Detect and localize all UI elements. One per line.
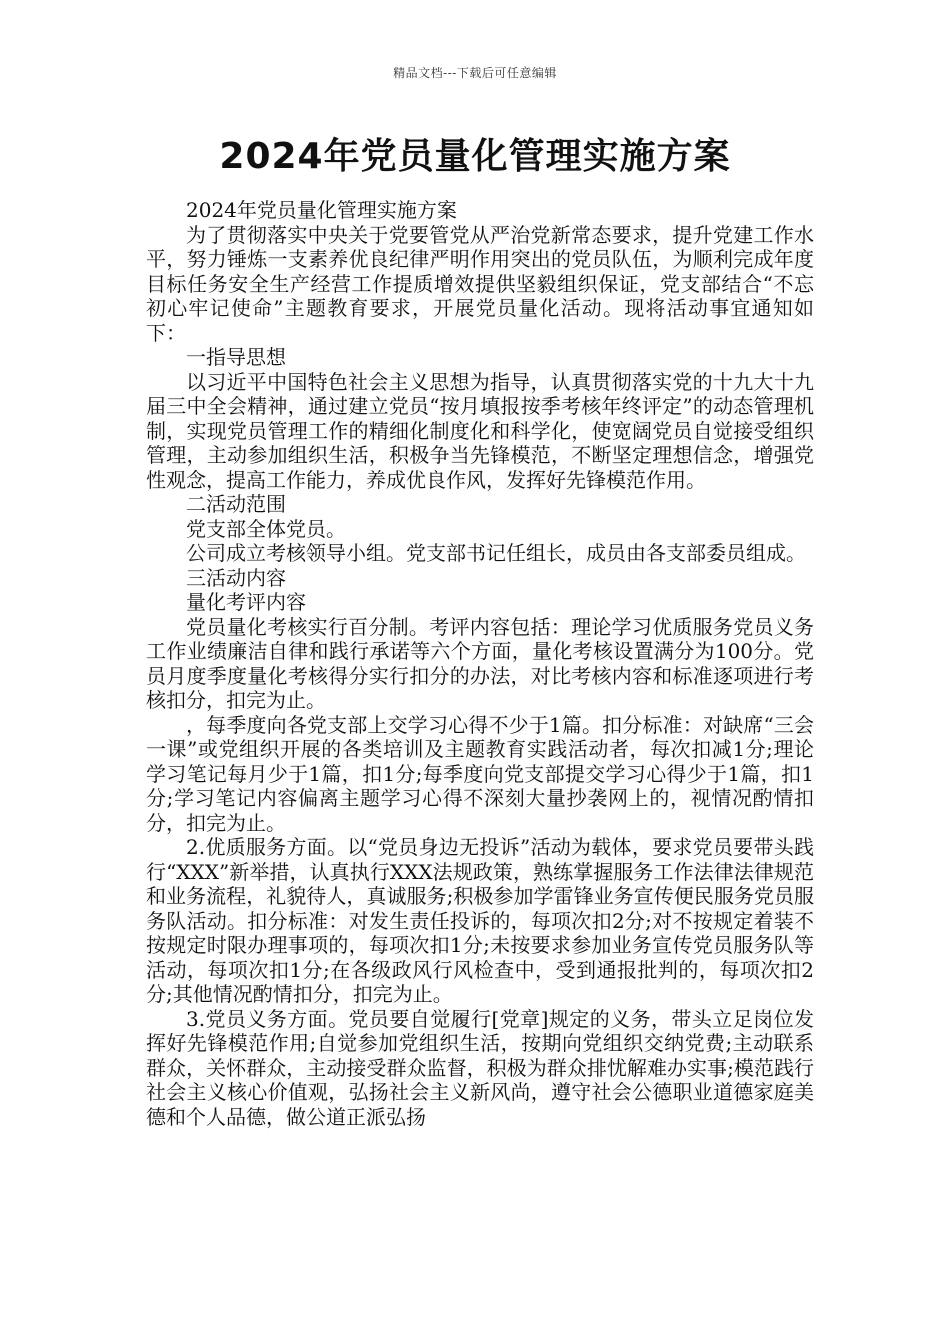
section-heading: 二活动范围 bbox=[186, 492, 286, 516]
header-note: 精品文档---下载后可任意编辑 bbox=[393, 66, 557, 80]
subsection-heading: 量化考评内容 bbox=[186, 590, 306, 614]
document-title: 2024年党员量化管理实施方案 bbox=[219, 136, 731, 177]
body-paragraph: 公司成立考核领导小组。党支部书记任组长，成员由各支部委员组成。 bbox=[186, 541, 806, 565]
body-paragraph: 为了贯彻落实中央关于党要管党从严治党新常态要求，提升党建工作水平，努力锤炼一支素养优良纪律严明作用突出的党员队伍，为顺利完成年度目标任务安全生产经营工作提质增效提供坚毅组织保证，党支部结合“不忘初心牢记使命”主题教育要求，开展党员量化活动。现将活动事宜通知如下： bbox=[146, 222, 814, 345]
section-heading: 三活动内容 bbox=[186, 565, 286, 590]
section-heading: 一指导思想 bbox=[186, 345, 286, 369]
body-paragraph: 3.党员义务方面。党员要自觉履行[党章]规定的义务，带头立足岗位发挥好先锋模范作用;自觉参加党组织生活，按期向党组织交纳党费;主动联系群众，关怀群众，主动接受群众监督，积极为群众排忧解难办实事;模范践行社会主义核心价值观，弘扬社会主义新风尚，遵守社会公德职业道德家庭美德和个人品德，做公道正派弘扬 bbox=[146, 1006, 814, 1129]
body-paragraph: 以习近平中国特色社会主义思想为指导，认真贯彻落实党的十九大十九届三中全会精神，通过建立党员“按月填报按季考核年终评定”的动态管理机制，实现党员管理工作的精细化制度化和科学化，使宽阔党员自觉接受组织管理，主动参加组织生活，积极争当先锋模范，不断坚定理想信念，增强党性观念，提高工作能力，养成优良作风，发挥好先锋模范作用。 bbox=[146, 369, 814, 492]
document-body bbox=[146, 198, 814, 1129]
body-paragraph: 党支部全体党员。 bbox=[186, 516, 346, 541]
body-paragraph: 2024年党员量化管理实施方案 bbox=[186, 198, 457, 222]
body-paragraph: ，每季度向各党支部上交学习心得不少于1篇。扣分标准：对缺席“三会一课”或党组织开展的各类培训及主题教育实践活动者，每次扣减1分;理论学习笔记每月少于1篇，扣1分;每季度向党支部提交学习心得少于1篇，扣1分;学习笔记内容偏离主题学习心得不深刻大量抄袭网上的，视情况酌情扣分，扣完为止。 bbox=[146, 712, 814, 835]
body-paragraph: 2.优质服务方面。以“党员身边无投诉”活动为载体，要求党员要带头践行“XXX”新举措，认真执行XXX法规政策，熟练掌握服务工作法律法律规范和业务流程，礼貌待人，真诚服务;积极参加学雷锋业务宣传便民服务党员服务队活动。扣分标准：对发生责任投诉的，每项次扣2分;对不按规定着装不按规定时限办理事项的，每项次扣1分;未按要求参加业务宣传党员服务队等活动，每项次扣1分;在各级政风行风检查中，受到通报批判的，每项次扣2分;其他情况酌情扣分，扣完为止。 bbox=[146, 835, 814, 1006]
body-paragraph: 党员量化考核实行百分制。考评内容包括：理论学习优质服务党员义务工作业绩廉洁自律和践行承诺等六个方面，量化考核设置满分为100分。党员月度季度量化考核得分实行扣分的办法，对比考核内容和标准逐项进行考核扣分，扣完为止。 bbox=[146, 614, 814, 712]
